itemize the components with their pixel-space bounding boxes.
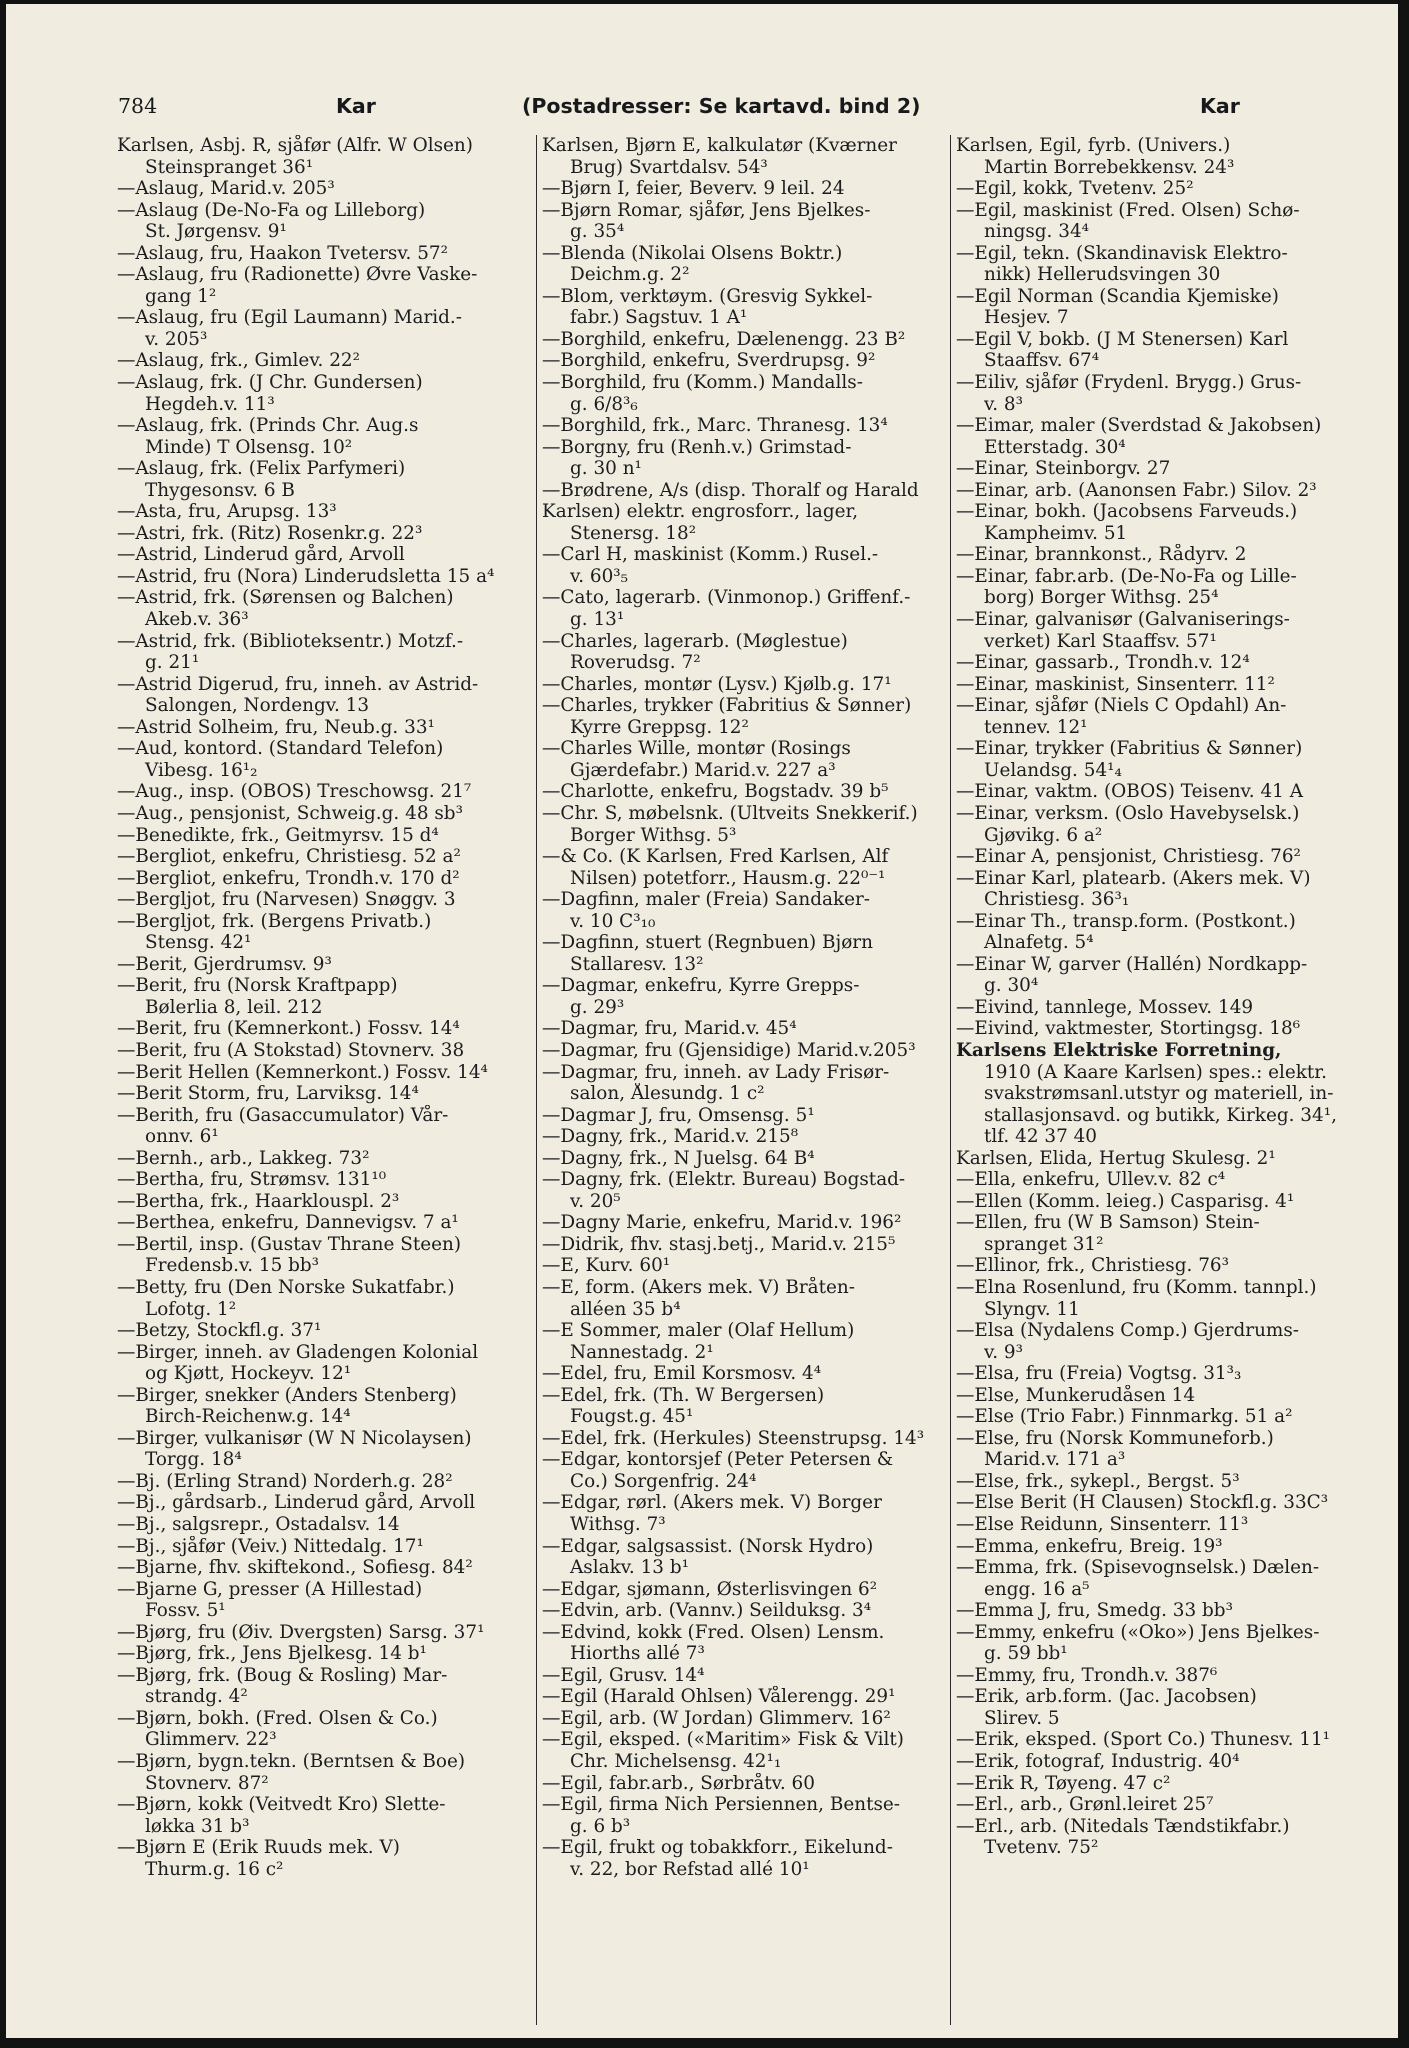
directory-entry-continuation: v. 60³₅ [570, 565, 629, 587]
directory-entry: —Aslaug, frk. (Felix Parfymeri) [117, 458, 406, 480]
directory-entry: —Astrid, frk. (Biblioteksentr.) Motzf.- [117, 630, 464, 652]
directory-entry: —Einar, bokh. (Jacobsens Farveuds.) [956, 501, 1298, 523]
directory-entry: —Aslaug, fru (Radionette) Øvre Vaske- [117, 264, 478, 286]
directory-entry: —E, Kurv. 60¹ [542, 1255, 671, 1277]
directory-entry: —Einar Th., transp.form. (Postkont.) [956, 910, 1296, 932]
directory-entry: —Einar Karl, platearb. (Akers mek. V) [956, 867, 1311, 889]
directory-entry: —Egil, Grusv. 14⁴ [542, 1664, 705, 1686]
directory-entry-continuation: engg. 16 a⁵ [984, 1578, 1090, 1600]
directory-entry: —Eivind, vaktmester, Stortingsg. 18⁶ [956, 1018, 1301, 1040]
directory-entry: —Erl., arb., Grønl.leiret 25⁷ [956, 1794, 1214, 1816]
directory-entry: —Else, frk., sykepl., Bergst. 5³ [956, 1470, 1240, 1492]
header-postal-note: (Postadresser: Se kartavd. bind 2) [522, 94, 921, 118]
directory-entry: —Edel, fru, Emil Korsmosv. 4⁴ [542, 1363, 822, 1385]
directory-entry: —Bertha, frk., Haarklouspl. 2³ [117, 1190, 400, 1212]
directory-entry: —Bjarne G, presser (A Hillestad) [117, 1578, 423, 1600]
directory-entry: —Birger, inneh. av Gladengen Kolonial [117, 1341, 479, 1363]
directory-entry: —Dagny, frk., N Juelsg. 64 B⁴ [542, 1147, 815, 1169]
directory-entry: —Egil Norman (Scandia Kjemiske) [956, 285, 1279, 307]
directory-entry-continuation: Co.) Sorgenfrig. 24⁴ [570, 1470, 757, 1492]
directory-entry: —Einar, gassarb., Trondh.v. 12⁴ [956, 652, 1250, 674]
directory-entry: —Aslaug, frk. (J Chr. Gundersen) [117, 372, 423, 394]
directory-entry: Karlsen, Egil, fyrb. (Univers.) [956, 135, 1231, 156]
directory-entry-continuation: fabr.) Sagstuv. 1 A¹ [570, 307, 748, 329]
directory-entry-continuation: g. 13¹ [570, 609, 625, 631]
directory-entry: —Edel, frk. (Th. W Bergersen) [542, 1384, 825, 1406]
directory-entry: —Charles, trykker (Fabritius & Sønner) [542, 695, 912, 717]
directory-entry: —Dagny Marie, enkefru, Marid.v. 196² [542, 1212, 902, 1234]
directory-entry-continuation: Thurm.g. 16 c² [145, 1858, 284, 1880]
directory-entry: —Bjørn I, feier, Beverv. 9 leil. 24 [542, 178, 845, 200]
directory-entry: —Birger, vulkanisør (W N Nicolaysen) [117, 1427, 472, 1449]
directory-entry: —Bergliot, enkefru, Christiesg. 52 a² [117, 846, 461, 868]
directory-entry: —Emma, frk. (Spisevognselsk.) Dælen- [956, 1557, 1320, 1579]
directory-entry-continuation: Alnafetg. 5⁴ [984, 932, 1094, 954]
directory-entry-continuation: løkka 31 b³ [145, 1815, 250, 1837]
right-guide-word: Kar [1200, 94, 1240, 118]
directory-entry: —Bjørn, bokh. (Fred. Olsen & Co.) [117, 1707, 438, 1729]
directory-entry: —Bjørg, frk., Jens Bjelkesg. 14 b¹ [117, 1643, 427, 1665]
directory-entry: —Einar, verksm. (Oslo Havebyselsk.) [956, 802, 1300, 824]
directory-entry-continuation: Marid.v. 171 a³ [984, 1449, 1126, 1471]
directory-entry-continuation: nikk) Hellerudsvingen 30 [984, 264, 1221, 286]
directory-entry-continuation: Lofotg. 1² [145, 1298, 237, 1320]
directory-entry-continuation: Akeb.v. 36³ [145, 609, 249, 631]
directory-entry-continuation: Nilsen) potetforr., Hausm.g. 22⁰⁻¹ [570, 867, 886, 889]
page-header [118, 94, 1360, 124]
directory-entry: —Berit Hellen (Kemnerkont.) Fossv. 14⁴ [117, 1061, 488, 1083]
directory-entry-continuation: g. 35⁴ [570, 221, 625, 243]
directory-entry: —Emmy, fru, Trondh.v. 387⁶ [956, 1664, 1218, 1686]
directory-entry-continuation: Stallaresv. 13² [570, 953, 704, 975]
directory-entry: —Aslaug, fru (Egil Laumann) Marid.- [117, 307, 462, 329]
directory-entry: —Carl H, maskinist (Komm.) Rusel.- [542, 544, 879, 566]
directory-entry: —Charles, lagerarb. (Møglestue) [542, 630, 848, 652]
directory-entry: —Einar W, garver (Hallén) Nordkapp- [956, 953, 1308, 975]
directory-entry: —Astrid, fru (Nora) Linderudsletta 15 a⁴ [117, 565, 495, 587]
directory-entry-continuation: v. 22, bor Refstad allé 10¹ [570, 1858, 810, 1880]
directory-entry: —Egil, fabr.arb., Sørbråtv. 60 [542, 1772, 815, 1794]
directory-entry-continuation: g. 30 n¹ [570, 458, 642, 480]
directory-entry: —Bergljot, frk. (Bergens Privatb.) [117, 910, 432, 932]
directory-entry-continuation: Salongen, Nordengv. 13 [145, 695, 370, 717]
directory-entry: Karlsen, Asbj. R, sjåfør (Alfr. W Olsen) [117, 135, 473, 156]
directory-entry: —Borghild, fru (Komm.) Mandalls- [542, 372, 863, 394]
directory-entry: —Ellen (Komm. leieg.) Casparisg. 4¹ [956, 1190, 1295, 1212]
directory-entry: —Elsa, fru (Freia) Vogtsg. 31³₃ [956, 1363, 1242, 1385]
directory-entry-continuation: Aslakv. 13 b¹ [570, 1557, 689, 1579]
directory-entry: —Berit, fru (A Stokstad) Stovnerv. 38 [117, 1039, 465, 1061]
directory-entry: —Bj., sjåfør (Veiv.) Nittedalg. 17¹ [117, 1535, 424, 1557]
directory-entry-continuation: Roverudsg. 7² [570, 652, 701, 674]
directory-entry: —Ellen, fru (W B Samson) Stein- [956, 1212, 1260, 1234]
directory-entry: —Aug., insp. (OBOS) Treschowsg. 21⁷ [117, 781, 472, 803]
directory-entry-continuation: v. 10 C³₁₀ [570, 910, 656, 932]
directory-entry: —Bjørn E (Erik Ruuds mek. V) [117, 1837, 400, 1859]
directory-entry-continuation: Kampheimv. 51 [984, 522, 1128, 544]
directory-entry: —Elsa (Nydalens Comp.) Gjerdrums- [956, 1320, 1300, 1342]
directory-entry: —Bergljot, fru (Narvesen) Snøggv. 3 [117, 889, 456, 911]
directory-entry: —Elna Rosenlund, fru (Komm. tannpl.) [956, 1276, 1317, 1298]
directory-entry: —Borghild, enkefru, Sverdrupsg. 9² [542, 350, 876, 372]
directory-entry: —Dagmar, fru, Marid.v. 45⁴ [542, 1018, 797, 1040]
directory-entry-continuation: Borger Withsg. 5³ [570, 824, 737, 846]
directory-entry: Karlsen, Bjørn E, kalkulatør (Kværner [542, 135, 897, 156]
directory-entry: —Bjørn, kokk (Veitvedt Kro) Slette- [117, 1794, 446, 1816]
directory-entry: —Borgny, fru (Renh.v.) Grimstad- [542, 436, 852, 458]
directory-entry: —Dagny, frk. (Elektr. Bureau) Bogstad- [542, 1169, 906, 1191]
directory-entry-continuation: g. 59 bb¹ [984, 1643, 1068, 1665]
directory-entry-continuation: Vibesg. 16¹₂ [145, 759, 258, 781]
directory-entry-continuation: Bølerlia 8, leil. 212 [145, 996, 323, 1018]
directory-entry: —Einar, fabr.arb. (De-No-Fa og Lille- [956, 565, 1297, 587]
directory-entry: —Einar, galvanisør (Galvaniserings- [956, 609, 1290, 631]
directory-entry: —Aslaug, frk., Gimlev. 22² [117, 350, 360, 372]
directory-entry: —Berith, fru (Gasaccumulator) Vår- [117, 1104, 449, 1126]
directory-entry-continuation: Stovnerv. 87² [145, 1772, 269, 1794]
directory-entry: —Edgar, kontorsjef (Peter Petersen & [542, 1449, 894, 1471]
directory-entry: —Berit Storm, fru, Larviksg. 14⁴ [117, 1083, 419, 1105]
directory-entry: —Bertha, fru, Strømsv. 131¹⁰ [117, 1169, 387, 1191]
directory-entry-continuation: Tvetenv. 75² [984, 1837, 1099, 1859]
directory-entry: —Brødrene, A/s (disp. Thoralf og Harald [542, 479, 919, 501]
directory-entry-continuation: g. 21¹ [145, 652, 200, 674]
directory-entry: —Blenda (Nikolai Olsens Boktr.) [542, 242, 843, 264]
directory-entry: —Bj., gårdsarb., Linderud gård, Arvoll [117, 1492, 476, 1514]
directory-entry: —Egil (Harald Ohlsen) Vålerengg. 29¹ [542, 1686, 896, 1708]
directory-entry: —Einar A, pensjonist, Christiesg. 76² [956, 846, 1301, 868]
directory-entry: —Else (Trio Fabr.) Finnmarkg. 51 a² [956, 1406, 1293, 1428]
directory-entry: —Charles Wille, montør (Rosings [542, 738, 851, 760]
directory-entry: —Dagmar, fru (Gjensidige) Marid.v.205³ [542, 1039, 916, 1061]
directory-entry-continuation: Torgg. 18⁴ [145, 1449, 242, 1471]
directory-entry: —Dagfinn, maler (Freia) Sandaker- [542, 889, 870, 911]
directory-entry-continuation: Hiorths allé 7³ [570, 1643, 705, 1665]
directory-entry: —Berit, Gjerdrumsv. 9³ [117, 953, 332, 975]
directory-entry: —Berthea, enkefru, Dannevigsv. 7 a¹ [117, 1212, 459, 1234]
directory-entry-continuation: St. Jørgensv. 9¹ [145, 221, 287, 243]
directory-entry: —Einar, brannkonst., Rådyrv. 2 [956, 544, 1247, 566]
left-guide-word: Kar [336, 94, 376, 118]
directory-entry: —Einar, sjåfør (Niels C Opdahl) An- [956, 695, 1287, 717]
directory-entry: Karlsen) elektr. engrosforr., lager, [542, 501, 859, 523]
directory-entry: —Else Berit (H Clausen) Stockfl.g. 33C³ [956, 1492, 1329, 1514]
directory-entry: —Astrid Digerud, fru, inneh. av Astrid- [117, 673, 479, 695]
directory-entry: —Else, fru (Norsk Kommuneforb.) [956, 1427, 1274, 1449]
directory-entry: —Einar, Steinborgv. 27 [956, 458, 1171, 480]
directory-entry-continuation: alléen 35 b⁴ [570, 1298, 681, 1320]
directory-entry: —Didrik, fhv. stasj.betj., Marid.v. 215⁵ [542, 1233, 896, 1255]
directory-entry-continuation: Glimmerv. 22³ [145, 1729, 277, 1751]
directory-entry: —Dagny, frk., Marid.v. 215⁸ [542, 1126, 799, 1148]
column-3 [956, 135, 1376, 2035]
directory-entry: —Astrid Solheim, fru, Neub.g. 33¹ [117, 716, 435, 738]
directory-entry-continuation: v. 20⁵ [570, 1190, 621, 1212]
directory-entry-continuation: Withsg. 7³ [570, 1514, 666, 1535]
directory-entry-continuation: Steinspranget 36¹ [145, 156, 314, 178]
directory-entry: —Borghild, frk., Marc. Thranesg. 13⁴ [542, 415, 888, 437]
column-divider [536, 135, 537, 2025]
directory-entry: —Aug., pensjonist, Schweig.g. 48 sb³ [117, 802, 463, 824]
directory-entry: —Einar, vaktm. (OBOS) Teisenv. 41 A [956, 781, 1303, 803]
directory-entry: —Betty, fru (Den Norske Sukatfabr.) [117, 1276, 455, 1298]
directory-entry-continuation: g. 30⁴ [984, 975, 1039, 997]
directory-entry: —Bjørg, fru (Øiv. Dvergsten) Sarsg. 37¹ [117, 1621, 485, 1643]
directory-entry-continuation: Stensg. 42¹ [145, 932, 252, 954]
directory-entry-continuation: 1910 (A Kaare Karlsen) spes.: elektr. [984, 1061, 1327, 1083]
directory-entry: —Asta, fru, Arupsg. 13³ [117, 501, 337, 523]
directory-entry: —Bj., salgsrepr., Ostadalsv. 14 [117, 1514, 400, 1535]
directory-entry: —Erik, eksped. (Sport Co.) Thunesv. 11¹ [956, 1729, 1331, 1751]
directory-entry: —Erik R, Tøyeng. 47 c² [956, 1772, 1171, 1794]
directory-entry: —Erik, arb.form. (Jac. Jacobsen) [956, 1686, 1257, 1708]
directory-entry-continuation: Martin Borrebekkensv. 24³ [984, 156, 1235, 178]
directory-entry-continuation: Birch-Reichenw.g. 14⁴ [145, 1406, 351, 1428]
directory-entry: —Egil, arb. (W Jordan) Glimmerv. 16² [542, 1707, 891, 1729]
directory-entry: —Aud, kontord. (Standard Telefon) [117, 738, 444, 760]
directory-entry: —Egil, firma Nich Persiennen, Bentse- [542, 1794, 901, 1816]
directory-entry: —Astrid, frk. (Sørensen og Balchen) [117, 587, 454, 609]
directory-entry-continuation: Nannestadg. 2¹ [570, 1341, 714, 1363]
directory-entry: —Emmy, enkefru («Oko») Jens Bjelkes- [956, 1621, 1320, 1643]
column-2 [542, 135, 954, 2035]
directory-entry: —Aslaug, fru, Haakon Tvetersv. 57² [117, 242, 448, 264]
directory-entry: —Bergliot, enkefru, Trondh.v. 170 d² [117, 867, 460, 889]
directory-entry-continuation: Slirev. 5 [984, 1707, 1060, 1729]
directory-entry: —Berit, fru (Kemnerkont.) Fossv. 14⁴ [117, 1018, 460, 1040]
directory-entry: Karlsen, Elida, Hertug Skulesg. 2¹ [956, 1147, 1276, 1169]
directory-entry-continuation: Thygesonsv. 6 B [145, 479, 295, 501]
directory-entry: —Bjørn, bygn.tekn. (Berntsen & Boe) [117, 1751, 466, 1773]
directory-entry: —Bjørn Romar, sjåfør, Jens Bjelkes- [542, 199, 871, 221]
directory-entry: —Bj. (Erling Strand) Norderh.g. 28² [117, 1470, 453, 1492]
directory-entry: —Betzy, Stockfl.g. 37¹ [117, 1320, 322, 1342]
directory-entry-continuation: Fougst.g. 45¹ [570, 1406, 694, 1428]
directory-entry-continuation: v. 9³ [984, 1341, 1023, 1363]
directory-entry: —Einar, maskinist, Sinsenterr. 11² [956, 673, 1275, 695]
directory-entry: —Bjarne, fhv. skiftekond., Sofiesg. 84² [117, 1557, 473, 1579]
directory-entry-continuation: g. 29³ [570, 996, 625, 1018]
directory-entry-continuation: Minde) T Olsensg. 10² [145, 436, 353, 458]
directory-entry: —Bernh., arb., Lakkeg. 73² [117, 1147, 370, 1169]
directory-entry: —Dagfinn, stuert (Regnbuen) Bjørn [542, 932, 873, 954]
directory-entry: —Edgar, sjømann, Østerlisvingen 6² [542, 1578, 878, 1600]
directory-entry: —Bjørg, frk. (Boug & Rosling) Mar- [117, 1664, 448, 1686]
directory-entry-continuation: Brug) Svartdalsv. 54³ [570, 156, 768, 178]
directory-entry: —Astrid, Linderud gård, Arvoll [117, 544, 405, 566]
directory-entry: —Berit, fru (Norsk Kraftpapp) [117, 975, 398, 997]
directory-entry: —Eiliv, sjåfør (Frydenl. Brygg.) Grus- [956, 372, 1302, 394]
directory-entry: —Egil, frukt og tobakkforr., Eikelund- [542, 1837, 893, 1859]
directory-entry-continuation: Hesjev. 7 [984, 307, 1069, 329]
directory-entry-continuation: Fredensb.v. 15 bb³ [145, 1255, 320, 1277]
directory-entry-continuation: Gjærdefabr.) Marid.v. 227 a³ [570, 759, 836, 781]
directory-entry-continuation: stallasjonsavd. og butikk, Kirkeg. 34¹, [984, 1104, 1337, 1126]
directory-entry: —Ellinor, frk., Christiesg. 76³ [956, 1255, 1229, 1277]
directory-entry: —Emma J, fru, Smedg. 33 bb³ [956, 1600, 1233, 1622]
directory-entry-continuation: g. 6 b³ [570, 1815, 631, 1837]
directory-entry-continuation: Fossv. 5¹ [145, 1600, 226, 1622]
directory-entry: —Edgar, salgsassist. (Norsk Hydro) [542, 1535, 874, 1557]
directory-entry: —Bertil, insp. (Gustav Thrane Steen) [117, 1233, 462, 1255]
directory-entry-continuation: v. 205³ [145, 328, 208, 350]
directory-entry-continuation: ningsg. 34⁴ [984, 221, 1090, 243]
directory-entry: —Aslaug (De-No-Fa og Lilleborg) [117, 199, 426, 221]
directory-entry-continuation: tlf. 42 37 40 [984, 1126, 1098, 1148]
directory-entry: —Aslaug, frk. (Prinds Chr. Aug.s [117, 415, 419, 437]
directory-entry: —Benedikte, frk., Geitmyrsv. 15 d⁴ [117, 824, 439, 846]
directory-entry-continuation: gang 1² [145, 285, 217, 307]
directory-entry: —Astri, frk. (Ritz) Rosenkr.g. 22³ [117, 522, 423, 544]
directory-entry-continuation: v. 8³ [984, 393, 1023, 415]
directory-entry: —E Sommer, maler (Olaf Hellum) [542, 1320, 855, 1342]
directory-entry-continuation: Stenersg. 18² [570, 522, 697, 544]
directory-entry: —Else Reidunn, Sinsenterr. 11³ [956, 1514, 1249, 1535]
directory-entry-continuation: Etterstadg. 30⁴ [984, 436, 1126, 458]
directory-entry-continuation: onnv. 6¹ [145, 1126, 219, 1148]
directory-entry-continuation: strandg. 4² [145, 1686, 248, 1708]
directory-entry-continuation: Kyrre Greppsg. 12² [570, 716, 749, 738]
directory-entry: —Charles, montør (Lysv.) Kjølb.g. 17¹ [542, 673, 892, 695]
directory-entry: —Erl., arb. (Nitedals Tændstikfabr.) [956, 1815, 1290, 1837]
directory-entry: —Dagmar, enkefru, Kyrre Grepps- [542, 975, 860, 997]
directory-entry: —Erik, fotograf, Industrig. 40⁴ [956, 1751, 1240, 1773]
directory-entry-continuation: spranget 31² [984, 1233, 1104, 1255]
page-number: 784 [118, 94, 158, 118]
column-1 [117, 135, 533, 2035]
directory-entry: —Eivind, tannlege, Mossev. 149 [956, 996, 1254, 1018]
directory-entry: —Aslaug, Marid.v. 205³ [117, 178, 335, 200]
directory-entry-continuation: Uelandsg. 54¹₄ [984, 759, 1122, 781]
directory-entry: —Blom, verktøym. (Gresvig Sykkel- [542, 285, 873, 307]
directory-entry: —E, form. (Akers mek. V) Bråten- [542, 1276, 855, 1298]
directory-entry: —Emma, enkefru, Breig. 19³ [956, 1535, 1223, 1557]
directory-entry: —Eimar, maler (Sverdstad & Jakobsen) [956, 415, 1322, 437]
directory-entry: —Egil, tekn. (Skandinavisk Elektro- [956, 242, 1288, 264]
directory-entry-continuation: Deichm.g. 2² [570, 264, 690, 286]
directory-entry: —Egil, eksped. («Maritim» Fisk & Vilt) [542, 1729, 904, 1751]
directory-entry: —Ella, enkefru, Ullev.v. 82 c⁴ [956, 1169, 1226, 1191]
directory-page [6, 4, 1398, 2038]
directory-entry: —Edgar, rørl. (Akers mek. V) Borger [542, 1492, 882, 1514]
directory-entry-continuation: Slyngv. 11 [984, 1298, 1080, 1320]
directory-entry: —Borghild, enkefru, Dælenengg. 23 B² [542, 328, 906, 350]
directory-entry-continuation: salon, Ålesundg. 1 c² [570, 1083, 765, 1105]
directory-entry: —Chr. S, møbelsnk. (Ultveits Snekkerif.) [542, 802, 918, 824]
directory-entry: —Edvin, arb. (Vannv.) Seilduksg. 3⁴ [542, 1600, 872, 1622]
directory-entry-continuation: Chr. Michelsensg. 42¹₁ [570, 1751, 782, 1773]
directory-entry: —Charlotte, enkefru, Bogstadv. 39 b⁵ [542, 781, 889, 803]
directory-entry: —Egil V, bokb. (J M Stenersen) Karl [956, 328, 1289, 350]
directory-entry: —& Co. (K Karlsen, Fred Karlsen, Alf [542, 846, 889, 868]
directory-entry: —Dagmar J, fru, Omsensg. 5¹ [542, 1104, 815, 1126]
directory-entry-continuation: g. 6/8³₆ [570, 393, 638, 415]
directory-entry: —Einar, trykker (Fabritius & Sønner) [956, 738, 1303, 760]
directory-entry: —Cato, lagerarb. (Vinmonop.) Griffenf.- [542, 587, 911, 609]
directory-entry-continuation: verket) Karl Staaffsv. 57¹ [984, 630, 1217, 652]
directory-entry: —Edvind, kokk (Fred. Olsen) Lensm. [542, 1621, 885, 1643]
directory-entry: —Egil, maskinist (Fred. Olsen) Schø- [956, 199, 1300, 221]
directory-entry: —Einar, arb. (Aanonsen Fabr.) Silov. 2³ [956, 479, 1317, 501]
directory-entry-continuation: Hegdeh.v. 11³ [145, 393, 275, 415]
directory-entry-continuation: Gjøvikg. 6 a² [984, 824, 1103, 846]
directory-entry-continuation: tennev. 12¹ [984, 716, 1088, 738]
directory-entry-continuation: svakstrømsanl.utstyr og materiell, in- [984, 1083, 1334, 1105]
directory-entry: —Egil, kokk, Tvetenv. 25² [956, 178, 1194, 200]
directory-entry-continuation: Staaffsv. 67⁴ [984, 350, 1100, 372]
directory-entry: —Edel, frk. (Herkules) Steenstrupsg. 14³ [542, 1427, 925, 1449]
directory-entry-continuation: borg) Borger Withsg. 25⁴ [984, 587, 1219, 609]
directory-entry: —Birger, snekker (Anders Stenberg) [117, 1384, 457, 1406]
directory-entry: Karlsens Elektriske Forretning, [956, 1039, 1282, 1061]
directory-entry-continuation: Christiesg. 36³₁ [984, 889, 1130, 911]
directory-entry-continuation: og Kjøtt, Hockeyv. 12¹ [145, 1363, 352, 1385]
directory-entry: —Dagmar, fru, inneh. av Lady Frisør- [542, 1061, 890, 1083]
directory-entry: —Else, Munkerudåsen 14 [956, 1384, 1196, 1406]
